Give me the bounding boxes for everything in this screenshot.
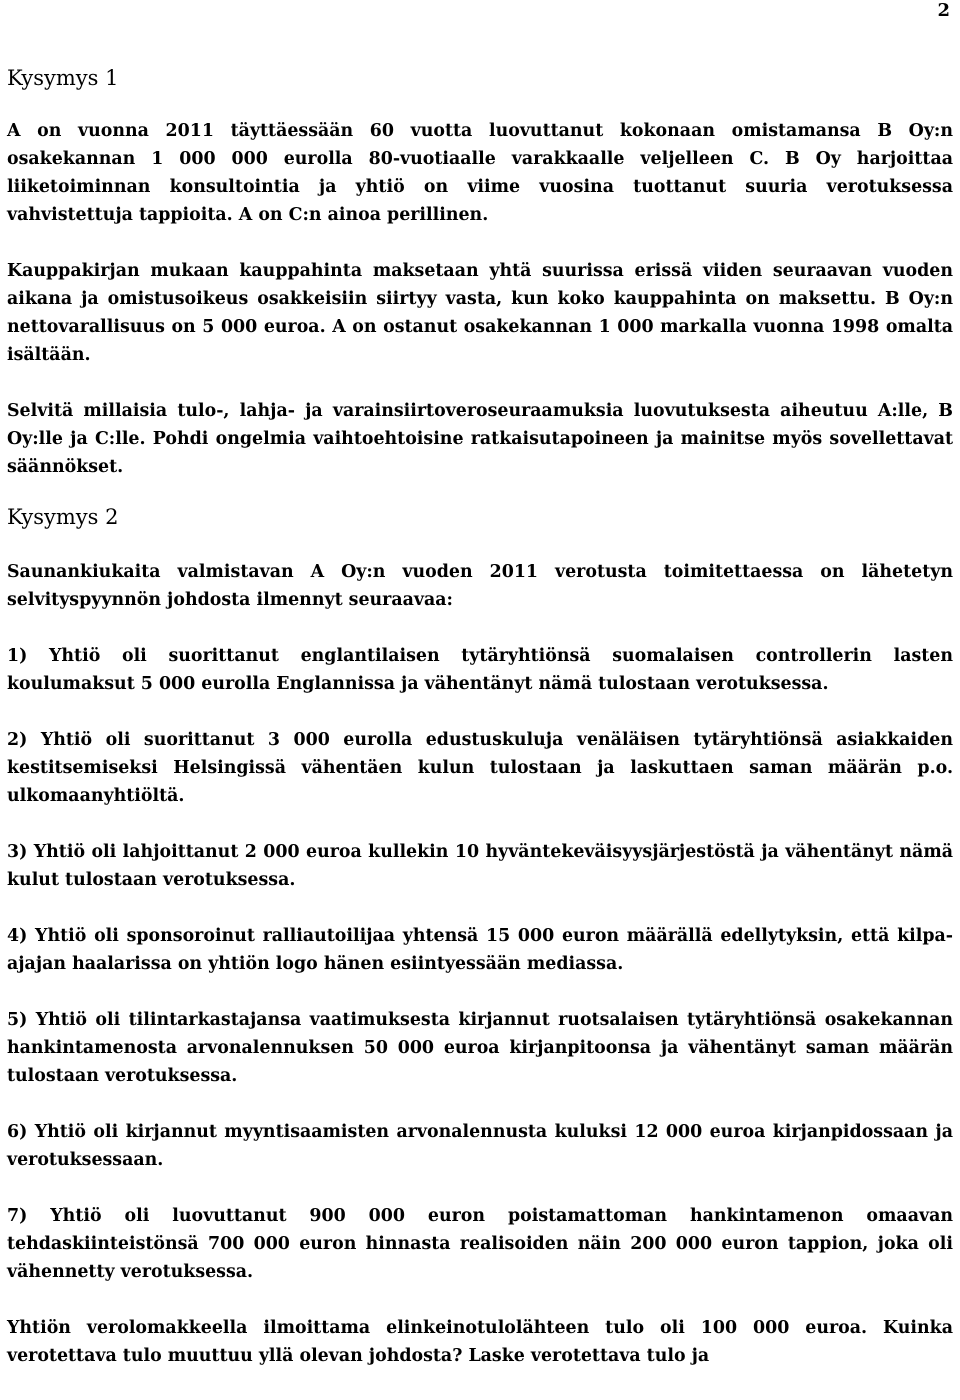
document-body (7, 64, 953, 1370)
question-1-title: Kysymys 1 (7, 66, 119, 90)
question-2-item: 2) Yhtiö oli suorittanut 3 000 eurolla edustuskuluja venäläisen tytäryhtiönsä asiakkaiden kestitsemiseksi Helsingissä vähentäen kulun tulostaan ja laskuttaen saman määrän p.o. ulkomaanyhtiöltä. (7, 730, 953, 806)
question-2-item: 3) Yhtiö oli lahjoittanut 2 000 euroa kullekin 10 hyväntekeväisyysjärjestöstä ja vähentänyt nämä kulut tulostaan verotuksessa. (7, 842, 953, 890)
question-2-intro: Saunankiukaita valmistavan A Oy:n vuoden 2011 verotusta toimitettaessa on lähetetyn selvityspyynnön johdosta ilmennyt seuraavaa: (7, 562, 953, 610)
page-number: 2 (937, 0, 950, 21)
question-2-item: 5) Yhtiö oli tilintarkastajansa vaatimuksesta kirjannut ruotsalaisen tytäryhtiönsä osakekannan hankintamenosta arvonalennuksen 50 000 euroa kirjanpitoonsa ja vähentänyt saman määrän tulostaan verotuksessa. (7, 1010, 953, 1086)
question-1-paragraph: Kauppakirjan mukaan kauppahinta maksetaan yhtä suurissa erissä viiden seuraavan vuoden aikana ja omistusoikeus osakkeisiin siirtyy vasta, kun koko kauppahinta on maksettu. B Oy:n nettovarallisuus on 5 000 euroa. A on ostanut osakekannan 1 000 markalla vuonna 1998 omalta isältään. (7, 261, 953, 365)
question-2-title: Kysymys 2 (7, 505, 119, 529)
question-2-item: 6) Yhtiö oli kirjannut myyntisaamisten arvonalennusta kuluksi 12 000 euroa kirjanpidossaan ja verotuksessaan. (7, 1122, 953, 1170)
question-2-closing: Yhtiön verolomakkeella ilmoittama elinkeinotulolähteen tulo oli 100 000 euroa. Kuinka verotettava tulo muuttuu yllä olevan johdosta? Laske verotettava tulo ja (7, 1318, 953, 1366)
question-1-paragraph: A on vuonna 2011 täyttäessään 60 vuotta luovuttanut kokonaan omistamansa B Oy:n osakekannan 1 000 000 eurolla 80-vuotiaalle varakkaalle veljelleen C. B Oy harjoittaa liiketoiminnan konsultointia ja yhtiö on viime vuosina tuottanut suuria verotuksessa vahvistettuja tappioita. A on C:n ainoa perillinen. (7, 121, 953, 225)
question-2-item: 1) Yhtiö oli suorittanut englantilaisen tytäryhtiönsä suomalaisen controllerin lasten koulumaksut 5 000 eurolla Englannissa ja vähentänyt nämä tulostaan verotuksessa. (7, 646, 953, 694)
question-2-item: 7) Yhtiö oli luovuttanut 900 000 euron poistamattoman hankintamenon omaavan tehdaskiinteistönsä 700 000 euron hinnasta realisoiden näin 200 000 euron tappion, joka oli vähennetty verotuksessa. (7, 1206, 953, 1282)
question-1-paragraph: Selvitä millaisia tulo-, lahja- ja varainsiirtoveroseuraamuksia luovutuksesta aiheutuu A:lle, B Oy:lle ja C:lle. Pohdi ongelmia vaihtoehtoisine ratkaisutapoineen ja mainitse myös sovellettavat säännökset. (7, 401, 953, 477)
question-2-item: 4) Yhtiö oli sponsoroinut ralliautoilijaa yhtensä 15 000 euron määrällä edellytyksin, että kilpa-ajajan haalarissa on yhtiön logo hänen esiintyessään mediassa. (7, 926, 953, 974)
